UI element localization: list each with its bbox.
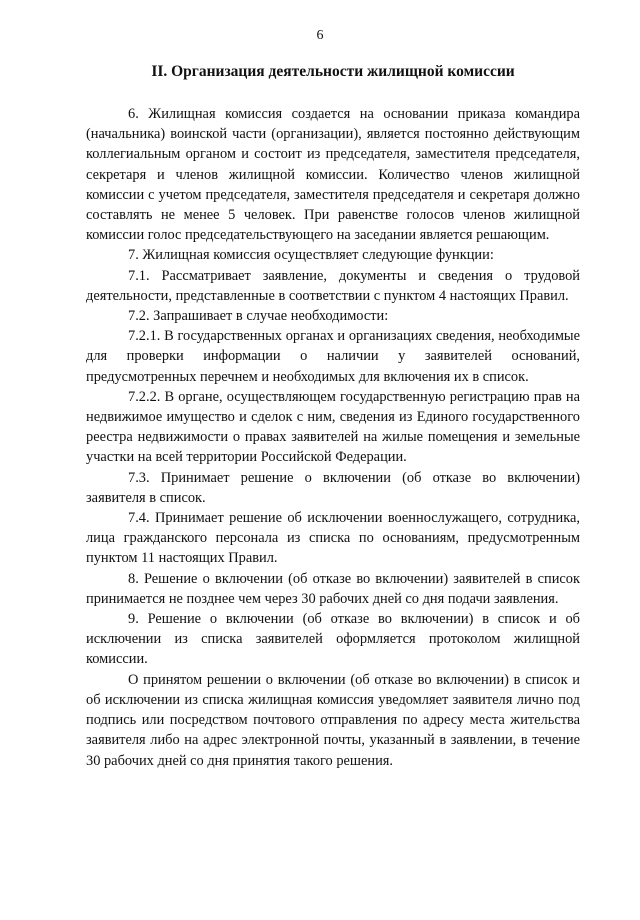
page-number: 6 [316, 28, 324, 43]
paragraph-7-2-2: 7.2.2. В органе, осуществляющем государственную регистрацию прав на недвижимое имущество и сделок с ним, сведения из Единого государственного реестра недвижимости о правах заявителей на жилые помещения и земельные участки на всей территории Российской Федерации. [86, 388, 580, 466]
paragraph-7-2: 7.2. Запрашивает в случае необходимости: [128, 308, 389, 325]
paragraph-7-4: 7.4. Принимает решение об исключении военнослужащего, сотрудника, лица гражданского персонала из списка по основаниям, предусмотренным пунктом 11 настоящих Правил. [86, 510, 580, 567]
paragraph-7-1: 7.1. Рассматривает заявление, документы и сведения о трудовой деятельности, представленные в соответствии с пунктом 4 настоящих Правил. [86, 267, 580, 304]
paragraph-8: 8. Решение о включении (об отказе во включении) заявителей в список принимается не позднее чем через 30 рабочих дней со дня подачи заявления. [86, 570, 580, 607]
paragraph-7-3: 7.3. Принимает решение о включении (об отказе во включении) заявителя в список. [86, 469, 580, 506]
paragraph-6: 6. Жилищная комиссия создается на основании приказа командира (начальника) воинской части (организации), является постоянно действующим коллегиальным органом и состоит из председателя, заместителя председателя, секретаря и членов жилищной комиссии. Количество членов жилищной комиссии с учетом председателя, заместителя председателя и секретаря должно составлять не менее 5 человек. При равенстве голосов членов жилищной комиссии голос председательствующего на заседании является решающим. [86, 106, 580, 244]
paragraph-7: 7. Жилищная комиссия осуществляет следующие функции: [128, 247, 494, 264]
paragraph-9: 9. Решение о включении (об отказе во включении) в список и об исключении из списка заявителей оформляется протоколом жилищной комиссии. [86, 611, 580, 668]
body-text [86, 104, 580, 771]
paragraph-notification: О принятом решении о включении (об отказе во включении) в список и об исключении из списка жилищная комиссия уведомляет заявителя лично под подпись или посредством почтового отправления по адресу места жительства заявителя либо на адрес электронной почты, указанный в заявлении, в течение 30 рабочих дней со дня принятия такого решения. [86, 671, 580, 769]
section-title: II. Организация деятельности жилищной комиссии [151, 63, 515, 80]
paragraph-7-2-1: 7.2.1. В государственных органах и организациях сведения, необходимые для проверки информации о наличии у заявителей оснований, предусмотренных перечнем и необходимых для включения их в список. [86, 328, 580, 385]
